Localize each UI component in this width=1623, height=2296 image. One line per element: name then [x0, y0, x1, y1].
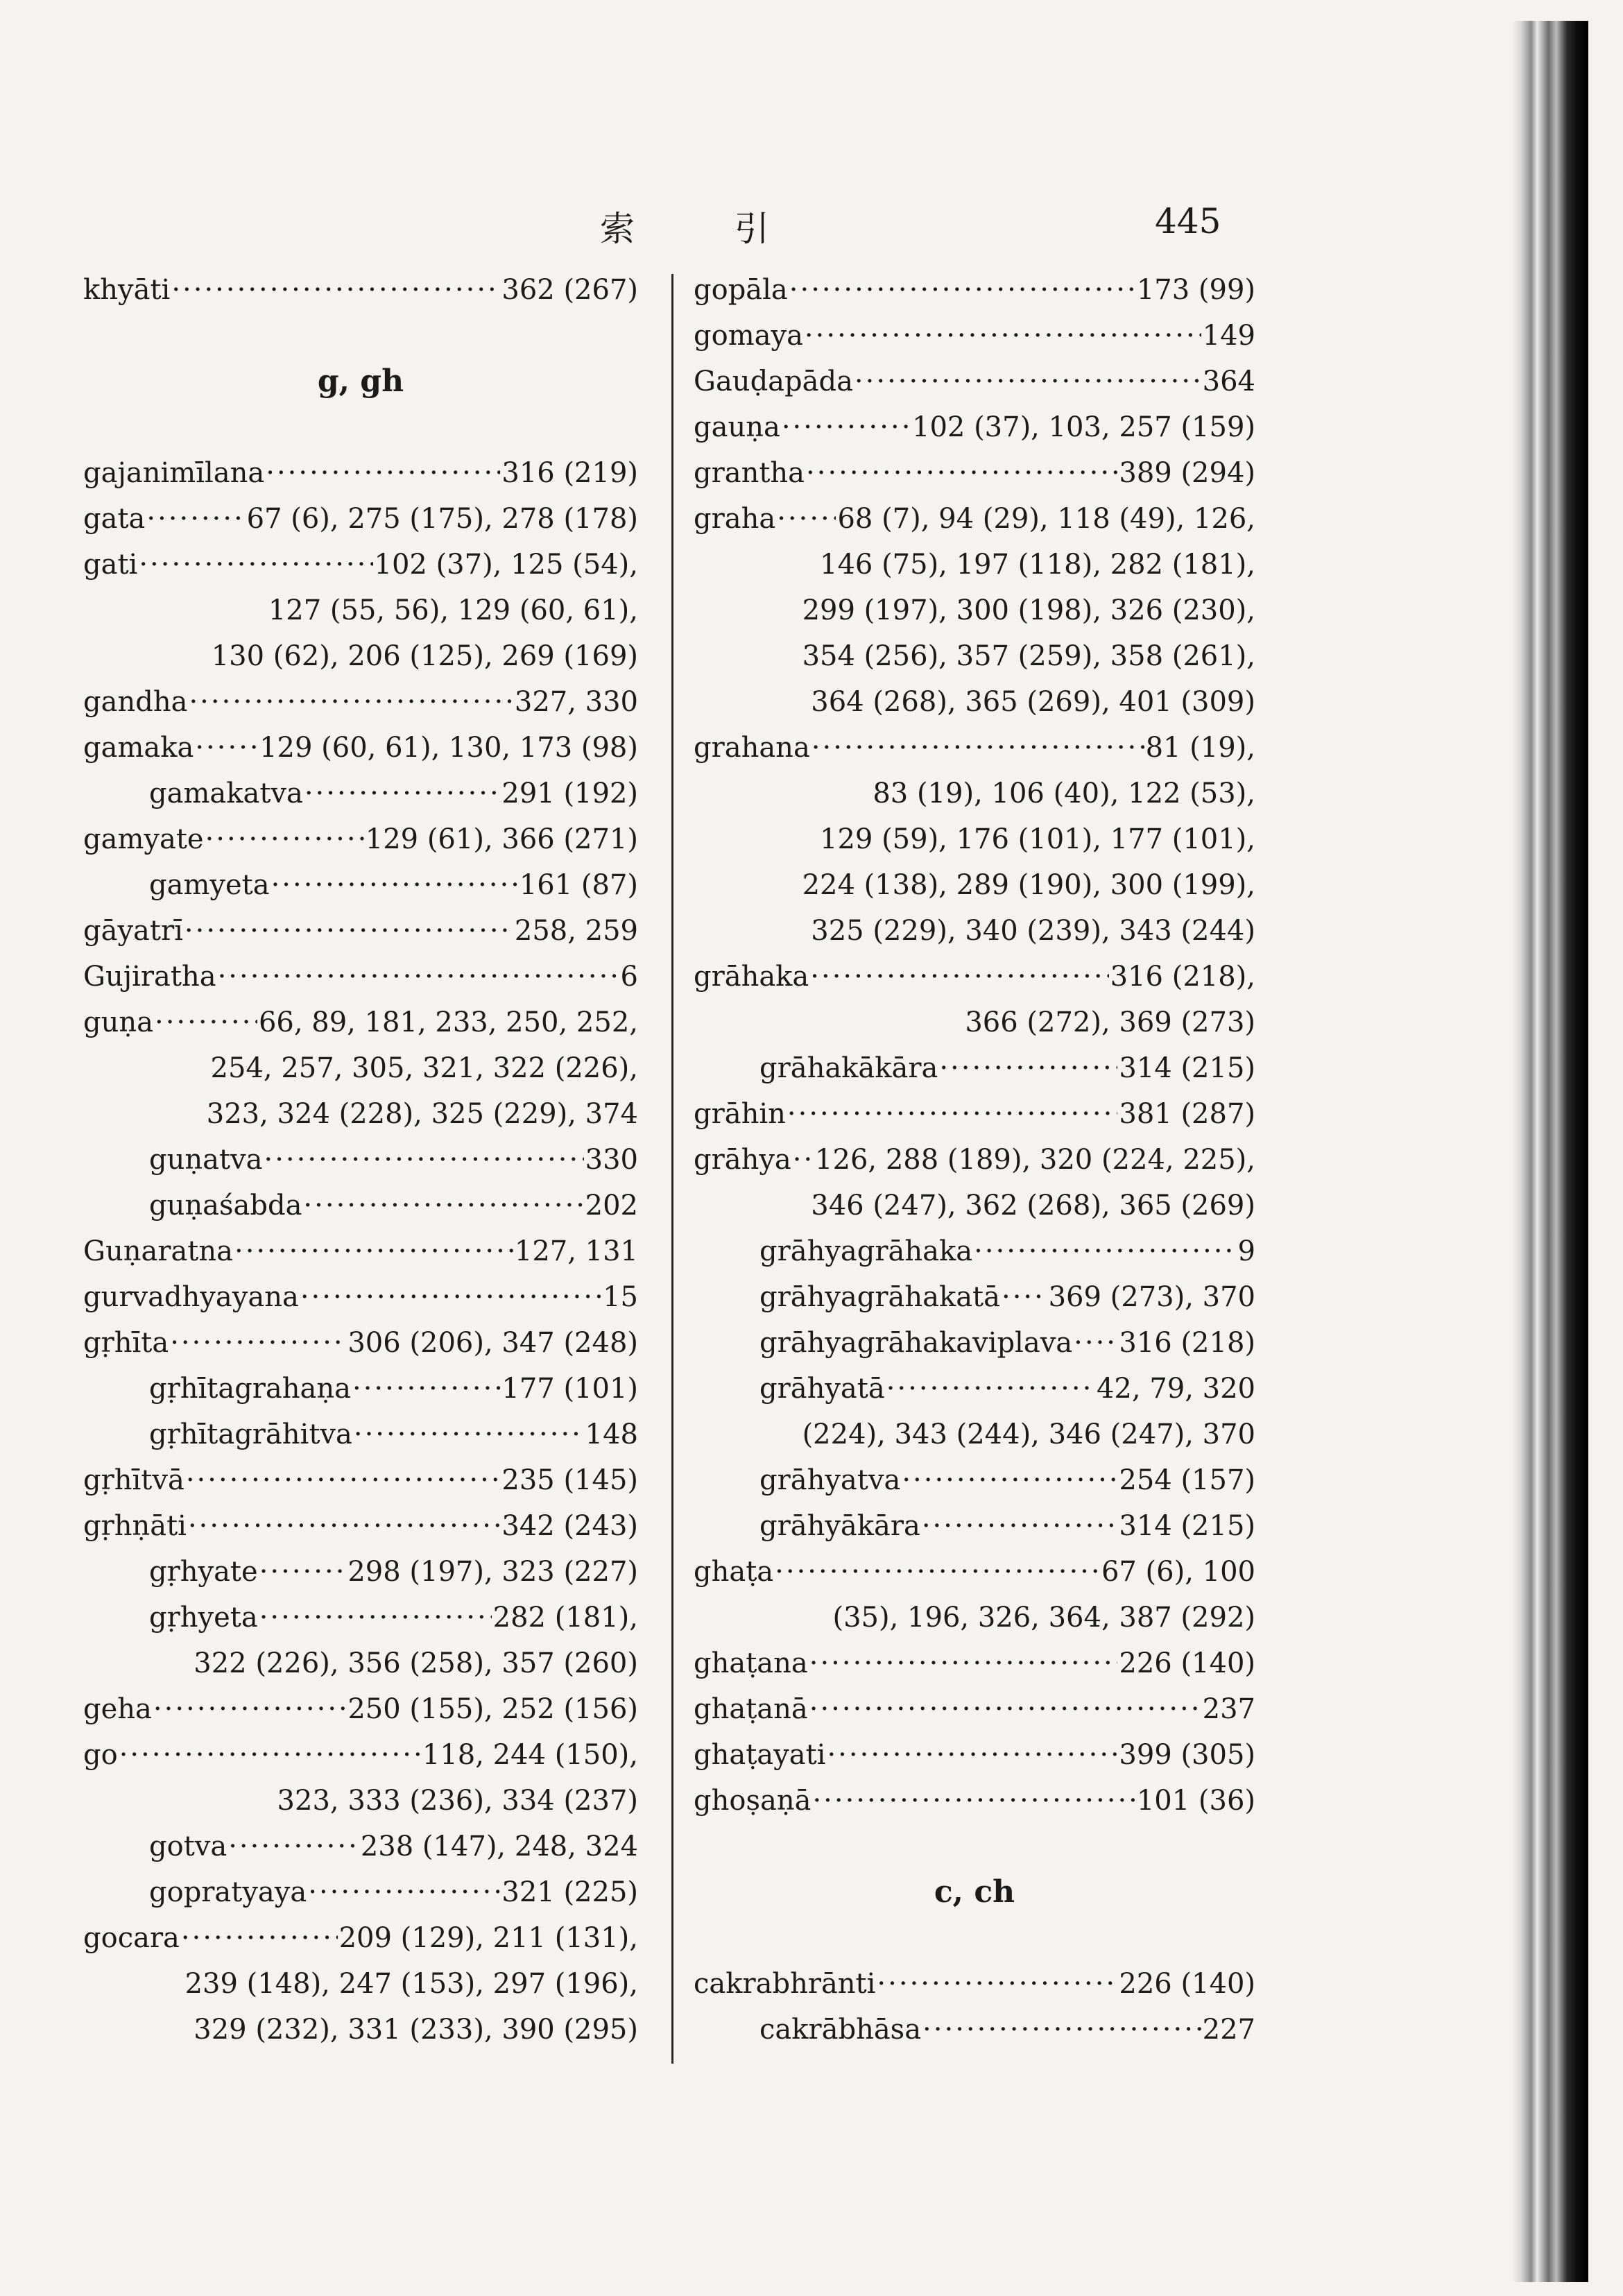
index-term: grāhaka — [694, 961, 809, 993]
index-term: ghaṭanā — [694, 1693, 808, 1725]
index-locators: 161 (87) — [519, 869, 638, 901]
index-entry — [83, 1228, 638, 1274]
index-entry — [694, 725, 1255, 771]
index-term: graha — [694, 503, 776, 535]
index-entry — [694, 1045, 1255, 1091]
dot-leader — [809, 1640, 1118, 1686]
dot-leader — [300, 1274, 601, 1320]
dot-leader — [775, 1549, 1100, 1595]
dot-leader — [782, 404, 911, 450]
index-term: Gauḍapāda — [694, 366, 853, 397]
index-locators: 327, 330 — [514, 686, 638, 718]
index-term: guṇa — [83, 1006, 153, 1038]
dot-leader — [195, 725, 258, 771]
index-locators: 399 (305) — [1119, 1739, 1255, 1771]
dot-leader — [271, 862, 518, 908]
index-term: grāhyatva — [759, 1464, 901, 1496]
index-term: cakrabhrānti — [694, 1968, 876, 2000]
index-locators: 235 (145) — [501, 1464, 638, 1496]
index-entry — [694, 313, 1255, 359]
index-entry — [83, 1137, 638, 1183]
index-term: cakrābhāsa — [759, 2014, 922, 2046]
index-locators: 316 (219) — [501, 457, 638, 489]
index-continuation: 364 (268), 365 (269), 401 (309) — [811, 686, 1255, 718]
index-locators: 209 (129), 211 (131), — [338, 1922, 638, 1954]
dot-leader — [266, 450, 500, 496]
index-locators: 298 (197), 323 (227) — [347, 1556, 638, 1588]
dot-leader — [939, 1045, 1117, 1091]
index-term: Gujiratha — [83, 961, 216, 993]
index-term: ghaṭana — [694, 1647, 808, 1679]
index-column-right — [694, 267, 1255, 2053]
page-number: 445 — [1155, 201, 1221, 241]
dot-leader — [303, 1183, 583, 1228]
index-continuation: 129 (59), 176 (101), 177 (101), — [820, 823, 1255, 855]
dot-leader — [189, 679, 513, 725]
dot-leader — [827, 1732, 1117, 1778]
index-entry — [694, 1961, 1255, 2007]
index-entry — [83, 1503, 638, 1549]
index-continuation: (224), 343 (244), 346 (247), 370 — [802, 1419, 1255, 1450]
index-locators: 314 (215) — [1119, 1510, 1255, 1542]
blank-line — [83, 404, 638, 450]
index-entry — [83, 1915, 638, 1961]
index-entry — [694, 1091, 1255, 1137]
dot-leader — [1002, 1274, 1047, 1320]
index-locators: 129 (61), 366 (271) — [365, 823, 638, 855]
dot-leader — [155, 1000, 257, 1045]
index-entry — [83, 1183, 638, 1228]
index-locators: 254 (157) — [1119, 1464, 1255, 1496]
blank-line — [694, 1824, 1255, 1869]
dot-leader — [228, 1824, 359, 1869]
index-entry — [694, 1732, 1255, 1778]
index-locators: 316 (218), — [1110, 961, 1255, 993]
index-term: gṛhītagrāhitva — [149, 1419, 352, 1450]
index-entry — [694, 954, 1255, 1000]
index-term: gati — [83, 549, 138, 581]
index-entry — [83, 679, 638, 725]
dot-leader — [812, 725, 1144, 771]
index-term: guṇatva — [149, 1144, 263, 1176]
dot-leader — [259, 1549, 347, 1595]
index-entry — [83, 267, 638, 313]
index-continuation: 130 (62), 206 (125), 269 (169) — [211, 640, 638, 672]
index-term: grahana — [694, 732, 810, 764]
index-locators: 15 — [603, 1281, 638, 1313]
index-term: khyāti — [83, 274, 171, 306]
index-term: gamyeta — [149, 869, 270, 901]
index-term: grāhyagrāhakaviplava — [759, 1327, 1073, 1359]
index-locators: 129 (60, 61), 130, 173 (98) — [259, 732, 638, 764]
index-entry — [694, 1274, 1255, 1320]
index-term: gṛhītvā — [83, 1464, 184, 1496]
index-term: gamakatva — [149, 778, 303, 809]
index-locators: 306 (206), 347 (248) — [347, 1327, 638, 1359]
index-locators: 67 (6), 275 (175), 278 (178) — [246, 503, 638, 535]
dot-leader — [974, 1228, 1236, 1274]
index-locators: 226 (140) — [1119, 1968, 1255, 2000]
index-term: Guṇaratna — [83, 1235, 233, 1267]
index-entry — [83, 1366, 638, 1412]
page-header-title: 索 引 — [600, 209, 814, 249]
dot-leader — [304, 771, 501, 816]
index-locators: 102 (37), 103, 257 (159) — [912, 411, 1255, 443]
index-continuation: 83 (19), 106 (40), 122 (53), — [873, 778, 1255, 809]
index-entry — [694, 1549, 1255, 1595]
dot-leader — [264, 1137, 584, 1183]
index-term: grantha — [694, 457, 805, 489]
index-entry — [694, 267, 1255, 313]
dot-leader — [812, 1778, 1135, 1824]
index-entry — [83, 1000, 638, 1045]
index-locators: 149 — [1202, 320, 1255, 352]
dot-leader — [181, 1915, 338, 1961]
index-locators: 369 (273), 370 — [1048, 1281, 1255, 1313]
index-continuation: 354 (256), 357 (259), 358 (261), — [802, 640, 1255, 672]
index-entry — [83, 450, 638, 496]
dot-leader — [809, 1686, 1201, 1732]
index-continuation: 322 (226), 356 (258), 357 (260) — [194, 1647, 638, 1679]
index-entry — [83, 1549, 638, 1595]
index-term: gata — [83, 503, 146, 535]
index-term: gocara — [83, 1922, 180, 1954]
dot-leader — [186, 1457, 501, 1503]
index-column-left — [83, 267, 638, 2053]
index-locators: 68 (7), 94 (29), 118 (49), 126, — [837, 503, 1255, 535]
index-continuation: 254, 257, 305, 321, 322 (226), — [210, 1052, 638, 1084]
dot-leader — [205, 816, 364, 862]
column-divider — [671, 274, 673, 2064]
dot-leader — [902, 1457, 1117, 1503]
index-term: gamyate — [83, 823, 204, 855]
index-entry — [83, 1412, 638, 1457]
index-continuation: 146 (75), 197 (118), 282 (181), — [820, 549, 1255, 581]
index-continuation: 239 (148), 247 (153), 297 (196), — [184, 1968, 638, 2000]
dot-leader — [119, 1732, 421, 1778]
dot-leader — [352, 1366, 500, 1412]
index-locators: 177 (101) — [501, 1373, 638, 1405]
index-term: grāhya — [694, 1144, 791, 1176]
index-locators: 258, 259 — [514, 915, 638, 947]
index-entry — [694, 359, 1255, 404]
index-entry — [694, 404, 1255, 450]
index-locators: 364 — [1202, 366, 1255, 397]
index-entry — [694, 1686, 1255, 1732]
index-locators: 126, 288 (189), 320 (224, 225), — [815, 1144, 1255, 1176]
dot-leader — [308, 1869, 500, 1915]
index-locators: 250 (155), 252 (156) — [347, 1693, 638, 1725]
dot-leader — [259, 1595, 492, 1640]
index-entry — [83, 725, 638, 771]
dot-leader — [886, 1366, 1095, 1412]
index-entry — [83, 862, 638, 908]
index-entry — [83, 1595, 638, 1640]
index-entry — [83, 1732, 638, 1778]
index-continuation: 325 (229), 340 (239), 343 (244) — [811, 915, 1255, 947]
index-entry — [83, 1686, 638, 1732]
index-locators: 202 — [585, 1190, 638, 1222]
index-continuation: 299 (197), 300 (198), 326 (230), — [802, 594, 1255, 626]
dot-leader — [805, 313, 1201, 359]
index-entry — [694, 1320, 1255, 1366]
index-locators: 282 (181), — [492, 1602, 638, 1634]
section-heading: c, ch — [934, 1874, 1015, 1910]
index-entry — [83, 1869, 638, 1915]
dot-leader — [793, 1137, 814, 1183]
index-term: gṛhyeta — [149, 1602, 258, 1634]
index-locators: 173 (99) — [1136, 274, 1255, 306]
dot-leader — [153, 1686, 346, 1732]
index-term: grāhyatā — [759, 1373, 885, 1405]
index-entry — [83, 954, 638, 1000]
index-entry — [694, 496, 1255, 542]
index-term: gopratyaya — [149, 1876, 307, 1908]
index-term: gopāla — [694, 274, 788, 306]
index-entry — [83, 1274, 638, 1320]
dot-leader — [218, 954, 619, 1000]
index-entry — [694, 1640, 1255, 1686]
index-locators: 148 — [585, 1419, 638, 1450]
index-term: gamaka — [83, 732, 194, 764]
index-entry — [694, 1366, 1255, 1412]
blank-line — [694, 1915, 1255, 1961]
index-locators: 362 (267) — [501, 274, 638, 306]
index-continuation: (35), 196, 326, 364, 387 (292) — [832, 1602, 1255, 1634]
index-entry — [83, 1824, 638, 1869]
index-locators: 314 (215) — [1119, 1052, 1255, 1084]
index-term: gṛhītagrahaṇa — [149, 1373, 351, 1405]
index-continuation: 224 (138), 289 (190), 300 (199), — [802, 869, 1255, 901]
index-term: gandha — [83, 686, 188, 718]
index-term: gāyatrī — [83, 915, 183, 947]
dot-leader — [922, 1503, 1118, 1549]
dot-leader — [1074, 1320, 1117, 1366]
index-term: gomaya — [694, 320, 803, 352]
index-locators: 316 (218) — [1119, 1327, 1255, 1359]
index-continuation: 127 (55, 56), 129 (60, 61), — [268, 594, 638, 626]
dot-leader — [810, 954, 1108, 1000]
dot-leader — [188, 1503, 500, 1549]
index-locators: 238 (147), 248, 324 — [360, 1831, 638, 1862]
index-locators: 101 (36) — [1136, 1785, 1255, 1817]
index-entry — [694, 1137, 1255, 1183]
section-heading: g, gh — [317, 363, 404, 399]
index-entry — [694, 1228, 1255, 1274]
index-term: ghaṭayati — [694, 1739, 826, 1771]
index-locators: 9 — [1237, 1235, 1255, 1267]
dot-leader — [184, 908, 513, 954]
index-term: geha — [83, 1693, 152, 1725]
index-locators: 237 — [1202, 1693, 1255, 1725]
index-locators: 226 (140) — [1119, 1647, 1255, 1679]
scan-page-edge — [1512, 21, 1588, 2282]
dot-leader — [787, 1091, 1117, 1137]
dot-leader — [877, 1961, 1117, 2007]
index-locators: 118, 244 (150), — [422, 1739, 638, 1771]
index-continuation: 323, 333 (236), 334 (237) — [277, 1785, 638, 1817]
index-term: gotva — [149, 1831, 227, 1862]
index-term: grāhyagrāhaka — [759, 1235, 973, 1267]
index-entry — [83, 496, 638, 542]
dot-leader — [806, 450, 1117, 496]
index-entry — [83, 771, 638, 816]
index-term: go — [83, 1739, 118, 1771]
index-entry — [694, 1503, 1255, 1549]
index-locators: 227 — [1202, 2014, 1255, 2046]
index-locators: 389 (294) — [1119, 457, 1255, 489]
index-entry — [83, 1457, 638, 1503]
index-entry — [83, 816, 638, 862]
index-continuation: 346 (247), 362 (268), 365 (269) — [811, 1190, 1255, 1222]
index-term: grāhakākāra — [759, 1052, 938, 1084]
index-term: gauṇa — [694, 411, 780, 443]
index-locators: 291 (192) — [501, 778, 638, 809]
index-locators: 6 — [620, 961, 638, 993]
index-entry — [83, 908, 638, 954]
dot-leader — [171, 267, 500, 313]
index-term: ghoṣaṇā — [694, 1785, 812, 1817]
index-locators: 102 (37), 125 (54), — [374, 549, 638, 581]
index-locators: 42, 79, 320 — [1096, 1373, 1255, 1405]
dot-leader — [146, 496, 245, 542]
index-term: grāhyākāra — [759, 1510, 920, 1542]
index-entry — [694, 1778, 1255, 1824]
index-entry — [694, 450, 1255, 496]
index-entry — [83, 542, 638, 588]
dot-leader — [855, 359, 1201, 404]
index-entry — [694, 1457, 1255, 1503]
index-term: ghaṭa — [694, 1556, 774, 1588]
index-locators: 67 (6), 100 — [1101, 1556, 1255, 1588]
dot-leader — [789, 267, 1135, 313]
index-term: gajanimīlana — [83, 457, 265, 489]
dot-leader — [139, 542, 372, 588]
dot-leader — [354, 1412, 584, 1457]
index-term: grāhin — [694, 1098, 786, 1130]
index-entry — [83, 1320, 638, 1366]
index-locators: 127, 131 — [514, 1235, 638, 1267]
index-locators: 81 (19), — [1145, 732, 1255, 764]
index-locators: 330 — [585, 1144, 638, 1176]
dot-leader — [234, 1228, 513, 1274]
index-locators: 381 (287) — [1119, 1098, 1255, 1130]
index-term: guṇaśabda — [149, 1190, 302, 1222]
index-term: gurvadhyayana — [83, 1281, 299, 1313]
index-locators: 342 (243) — [501, 1510, 638, 1542]
index-continuation: 366 (272), 369 (273) — [965, 1006, 1255, 1038]
index-term: gṛhṇāti — [83, 1510, 187, 1542]
index-locators: 66, 89, 181, 233, 250, 252, — [258, 1006, 638, 1038]
dot-leader — [922, 2007, 1201, 2053]
dot-leader — [170, 1320, 346, 1366]
index-term: grāhyagrāhakatā — [759, 1281, 1000, 1313]
dot-leader — [777, 496, 836, 542]
index-entry — [694, 2007, 1255, 2053]
index-locators: 321 (225) — [501, 1876, 638, 1908]
index-term: gṛhīta — [83, 1327, 169, 1359]
index-continuation: 329 (232), 331 (233), 390 (295) — [194, 2014, 638, 2046]
blank-line — [83, 313, 638, 359]
index-continuation: 323, 324 (228), 325 (229), 374 — [206, 1098, 638, 1130]
index-term: gṛhyate — [149, 1556, 258, 1588]
